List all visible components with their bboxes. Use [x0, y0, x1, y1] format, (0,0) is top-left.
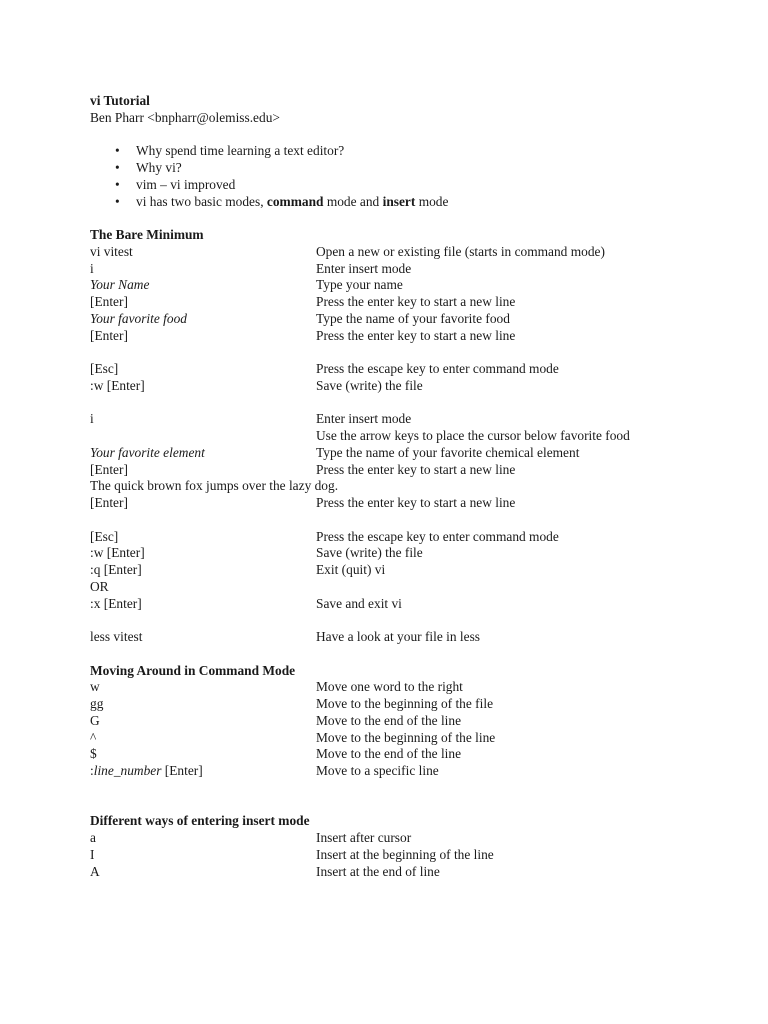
- spacer: [90, 612, 710, 629]
- command-row: [90, 378, 710, 395]
- section-heading: Different ways of entering insert mode: [90, 813, 310, 829]
- spacer: [90, 395, 710, 412]
- command-row: [90, 294, 710, 311]
- command-row: [90, 361, 710, 378]
- command-row: [90, 428, 710, 445]
- bullet-item: [90, 194, 710, 211]
- bullet-text: Why spend time learning a text editor?: [136, 143, 345, 159]
- or-label: OR: [90, 578, 109, 594]
- command-row: [90, 545, 710, 562]
- section-moving-around: [90, 663, 710, 780]
- command-row: [90, 864, 710, 881]
- bullet-icon: •: [115, 176, 120, 192]
- command-key: ^: [90, 729, 97, 745]
- example-sentence: The quick brown fox jumps over the lazy dog.: [90, 478, 339, 494]
- bullet-text: Why vi?: [136, 160, 182, 175]
- command-key: :w [Enter]: [90, 377, 145, 393]
- bullet-text: vi has two basic modes,: [136, 193, 267, 209]
- command-row: [90, 696, 710, 713]
- command-description: Open a new or existing file (starts in command mode): [316, 243, 605, 259]
- command-description: Move to the beginning of the line: [316, 729, 496, 745]
- command-description: Press the enter key to start a new line: [316, 327, 516, 343]
- bullet-item: [90, 143, 710, 160]
- command-description: Press the enter key to start a new line: [316, 294, 516, 309]
- command-row: [90, 830, 710, 847]
- command-key: w: [90, 679, 100, 695]
- bullet-text: vim – vi improved: [136, 176, 236, 192]
- command-row: [90, 411, 710, 428]
- command-description: Press the escape key to enter command mode: [316, 361, 559, 376]
- command-key-prefix: :: [90, 763, 94, 778]
- command-key: [90, 763, 316, 780]
- bullet-icon: •: [115, 193, 120, 209]
- section-bare-minimum: [90, 227, 710, 646]
- command-key: less vitest: [90, 629, 143, 644]
- command-row: [90, 311, 710, 328]
- command-description: Move to the beginning of the file: [316, 696, 494, 711]
- command-row: [90, 679, 710, 696]
- command-description: Enter insert mode: [316, 411, 412, 427]
- command-row: [90, 847, 710, 864]
- command-row: [90, 244, 710, 261]
- command-description: Type your name: [316, 277, 403, 293]
- command-description: Move to a specific line: [316, 763, 439, 778]
- command-description: Use the arrow keys to place the cursor below favorite food: [316, 428, 630, 443]
- command-row: [90, 730, 710, 747]
- command-description: Press the escape key to enter command mode: [316, 528, 559, 544]
- bullet-icon: •: [115, 160, 120, 175]
- command-key: [Enter]: [90, 461, 128, 477]
- document: [90, 93, 710, 880]
- document-title: vi Tutorial: [90, 93, 150, 108]
- command-key: G: [90, 712, 100, 728]
- command-key: I: [90, 846, 95, 862]
- command-key: i: [90, 260, 94, 276]
- section-insert-mode: [90, 813, 710, 880]
- command-description: Insert after cursor: [316, 830, 412, 845]
- bullet-bold-insert: insert: [382, 193, 416, 209]
- command-key: :x [Enter]: [90, 595, 142, 611]
- command-key: [Esc]: [90, 528, 119, 544]
- command-row: [90, 445, 710, 462]
- intro-bullet-list: [90, 143, 710, 210]
- spacer: [90, 344, 710, 361]
- bullet-text: mode and: [323, 193, 383, 209]
- command-key: :w [Enter]: [90, 545, 145, 561]
- command-row: [90, 529, 710, 546]
- command-key: i: [90, 411, 94, 427]
- command-description: Have a look at your file in less: [316, 629, 480, 644]
- command-key: :q [Enter]: [90, 562, 142, 577]
- bullet-text: mode: [415, 193, 449, 209]
- command-key: A: [90, 863, 100, 879]
- command-key: Your favorite element: [90, 444, 205, 460]
- or-row: [90, 579, 710, 596]
- spacer: [90, 512, 710, 529]
- command-description: Insert at the beginning of the line: [316, 846, 494, 862]
- command-row: [90, 629, 710, 646]
- command-key: [Enter]: [90, 327, 128, 343]
- bullet-item: [90, 177, 710, 194]
- command-description: Enter insert mode: [316, 260, 412, 276]
- command-key: gg: [90, 696, 104, 711]
- section-heading: The Bare Minimum: [90, 227, 204, 242]
- command-row: [90, 763, 710, 780]
- command-key: a: [90, 830, 96, 845]
- section-heading: Moving Around in Command Mode: [90, 662, 296, 678]
- command-row: [90, 328, 710, 345]
- command-row: [90, 277, 710, 294]
- command-row: [90, 495, 710, 512]
- command-description: Type the name of your favorite chemical element: [316, 444, 580, 460]
- command-description: Save (write) the file: [316, 545, 423, 561]
- command-key: [Esc]: [90, 361, 119, 376]
- command-row: [90, 746, 710, 763]
- command-description: Move to the end of the line: [316, 712, 462, 728]
- command-key: [Enter]: [90, 294, 128, 309]
- command-description: Type the name of your favorite food: [316, 310, 510, 326]
- command-key: $: [90, 746, 97, 762]
- author-line: Ben Pharr <bnpharr@olemiss.edu>: [90, 109, 280, 125]
- command-row: [90, 462, 710, 479]
- command-key: vi vitest: [90, 243, 133, 259]
- bullet-icon: •: [115, 143, 120, 159]
- command-row: [90, 261, 710, 278]
- bullet-item: [90, 160, 710, 177]
- command-description: Press the enter key to start a new line: [316, 461, 516, 477]
- command-row: [90, 562, 710, 579]
- command-description: Exit (quit) vi: [316, 562, 386, 577]
- command-row: [90, 713, 710, 730]
- command-description: Save (write) the file: [316, 377, 423, 393]
- bullet-bold-command: command: [266, 193, 324, 209]
- command-key: [Enter]: [90, 495, 128, 510]
- command-description: Save and exit vi: [316, 595, 402, 611]
- command-description: Press the enter key to start a new line: [316, 495, 516, 510]
- command-key: Your Name: [90, 277, 150, 293]
- command-key-italic: line_number: [93, 763, 162, 778]
- command-description: Move to the end of the line: [316, 746, 462, 762]
- command-description: Move one word to the right: [316, 679, 463, 695]
- command-row: [90, 596, 710, 613]
- command-key: [90, 428, 316, 445]
- command-key: Your favorite food: [90, 310, 187, 326]
- command-description: Insert at the end of line: [316, 863, 440, 879]
- example-sentence-row: [90, 478, 710, 495]
- spacer: [90, 780, 710, 797]
- command-key-suffix: [Enter]: [161, 763, 203, 778]
